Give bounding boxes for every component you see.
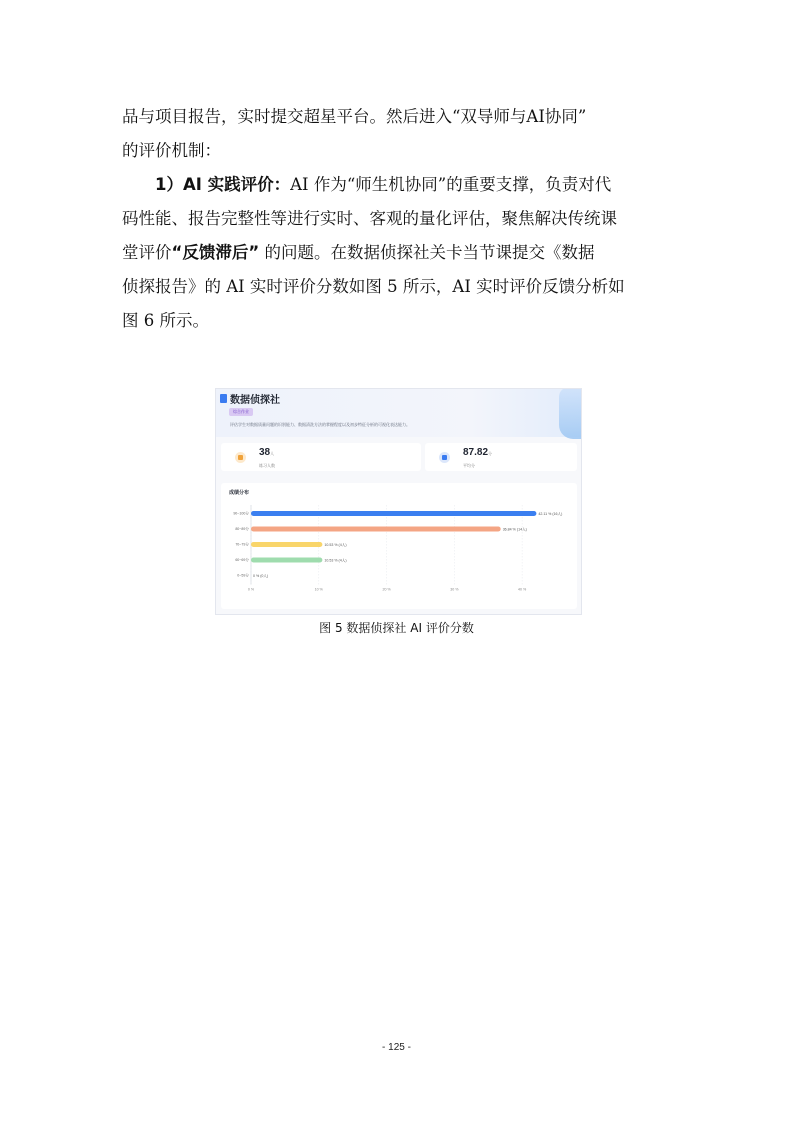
data-label: 10.53 % (4人) [324,558,347,563]
score-distribution-panel [221,483,577,609]
category-label: 70~79分 [235,542,249,547]
figure-description: 评估学生对数据质量问题的识别能力、数据清洗方法的掌握程度以及初步特征分析的可视化表达能力。 [230,422,410,427]
data-label: 10.53 % (4人) [324,542,347,547]
paragraph-2-line-3-a: 堂评价 [122,243,172,262]
bar [251,511,536,516]
person-icon [235,452,246,463]
category-label: 80~89分 [235,527,249,531]
decoration-graphic [559,388,582,439]
average-score-card [425,443,577,471]
bar [251,527,501,532]
participants-unit: 人 [270,451,275,456]
paragraph-2-line-2: 码性能、报告完整性等进行实时、客观的量化评估，聚焦解决传统课 [122,209,617,228]
participants-card [221,443,421,471]
ai-icon [439,452,450,463]
paragraph-2-line-1 [122,168,674,202]
category-label: 0~59分 [237,573,249,578]
assignment-tag: 综合作业 [229,408,253,416]
paragraph-1-line-2: 的评价机制： [122,141,221,160]
participants-number: 38 [259,447,271,458]
score-distribution-chart [221,483,577,609]
data-label: 0 % (0人) [253,573,269,578]
data-label: 42.11 % (16人) [538,511,563,516]
feedback-lag-emphasis: “反馈滞后” [171,243,260,262]
paragraph-1-line-1: 品与项目报告，实时提交超星平台。然后进入“双导师与AI协同” [122,107,587,126]
data-label: 36.84 % (14人) [502,527,527,532]
bar [251,558,322,563]
paragraph-2-line-4: 侦探报告》的 AI 实时评价分数如图 5 所示，AI 实时评价反馈分析如 [122,277,625,296]
x-tick-label: 20 % [382,587,391,592]
figure-caption: 图 5 数据侦探社 AI 评价分数 [319,621,474,635]
paragraph-2-line-5: 图 6 所示。 [122,311,209,330]
figure-title: 数据侦探社 [230,395,280,406]
document-icon [220,394,227,403]
ai-evaluation-heading: 1）AI 实践评价： [155,175,291,194]
bar [251,542,322,547]
figure-screenshot [215,388,582,615]
category-label: 90~100分 [233,511,249,516]
figure-header [216,389,581,437]
paragraph-2-line-3 [122,236,674,270]
x-tick-label: 10 % [314,587,323,592]
paragraph-2-line-3-b: 的问题。在数据侦探社关卡当节课提交《数据 [259,243,595,262]
chart-title: 成绩分布 [229,490,250,496]
participants-value [259,447,274,458]
x-tick-label: 40 % [518,587,527,592]
average-score-label: 平均分 [463,463,475,468]
x-tick-label: 0 % [247,587,255,592]
x-tick-label: 30 % [450,587,459,592]
average-score-number: 87.82 [463,447,489,458]
average-score-value [463,447,492,458]
average-score-unit: 分 [488,451,493,456]
page-number: - 125 - [382,1042,411,1053]
body-text [122,100,674,338]
participants-label: 练习人数 [259,463,275,468]
category-label: 60~69分 [235,558,249,562]
paragraph-2-line-1-text: AI 作为“师生机协同”的重要支撑，负责对代 [290,175,612,194]
